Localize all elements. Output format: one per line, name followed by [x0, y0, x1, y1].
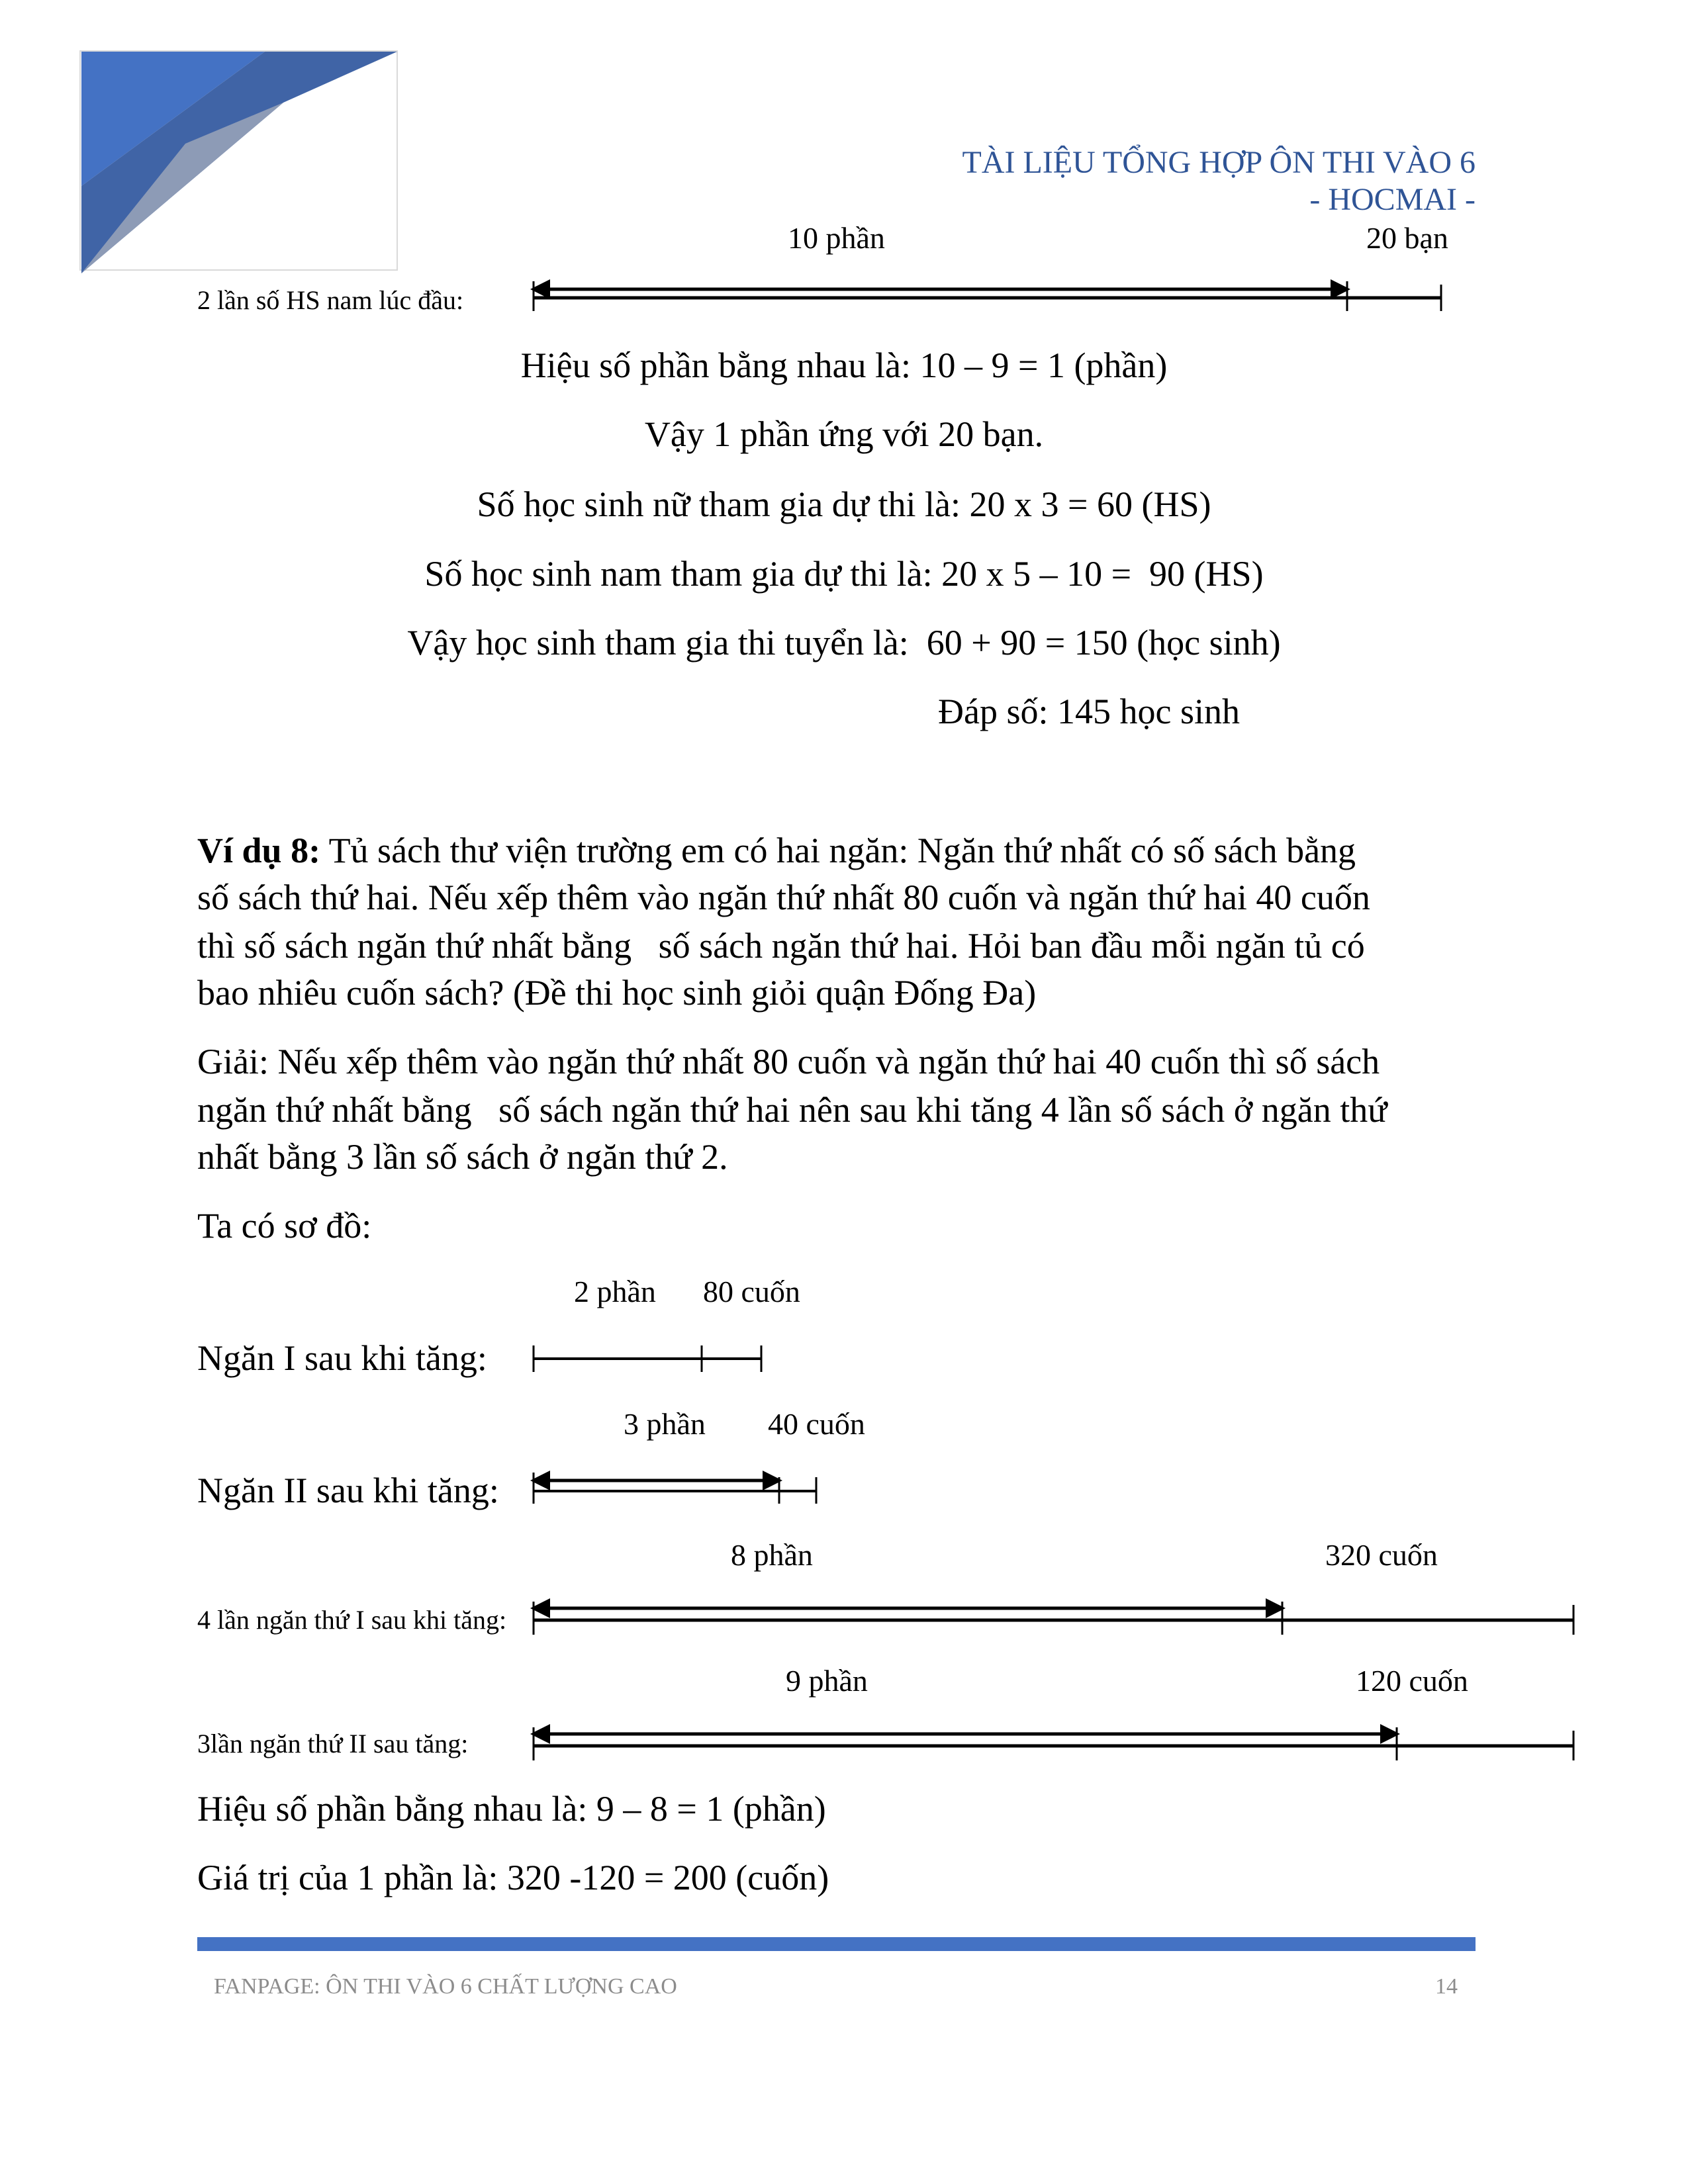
- diagram-part-label: 3 phần: [624, 1407, 706, 1441]
- diagram-row-label: 3lần ngăn thứ II sau tăng:: [197, 1729, 469, 1758]
- diagram-row-label: Ngăn II sau khi tăng:: [197, 1471, 499, 1510]
- solution-line: Số học sinh nam tham gia dự thi là: 20 x 5 – 10 = 90 (HS): [424, 554, 1264, 594]
- solution-line: Vậy học sinh tham gia thi tuyển là: 60 + 90 = 150 (học sinh): [407, 623, 1281, 662]
- diagram-extra-label: 320 cuốn: [1325, 1538, 1438, 1572]
- example-line: bao nhiêu cuốn sách? (Đề thi học sinh giỏi quận Đống Đa): [197, 973, 1037, 1013]
- diagram-intro: Ta có sơ đồ:: [197, 1206, 372, 1246]
- segment-diagram-ngan-1: [534, 1345, 761, 1372]
- solution-line: Số học sinh nữ tham gia dự thi là: 20 x 3 = 60 (HS): [477, 484, 1211, 524]
- answer: Đáp số: 145 học sinh: [938, 692, 1240, 731]
- logo: [80, 51, 397, 273]
- diagram-part-label: 9 phần: [786, 1664, 868, 1698]
- diagram-row-label: 2 lần số HS nam lúc đầu:: [197, 285, 464, 315]
- solution-line: Vậy 1 phần ứng với 20 bạn.: [644, 414, 1044, 454]
- diagram-extra-label: 40 cuốn: [768, 1407, 865, 1441]
- solution-line: Hiệu số phần bằng nhau là: 10 – 9 = 1 (phần): [520, 345, 1168, 385]
- solution-text: nhất bằng 3 lần số sách ở ngăn thứ 2.: [197, 1137, 728, 1177]
- example-title: Ví dụ 8:: [197, 831, 321, 870]
- example-line: thì số sách ngăn thứ nhất bằng số sách ngăn thứ hai. Hỏi ban đầu mỗi ngăn tủ có: [197, 926, 1365, 966]
- conclusion-line: Hiệu số phần bằng nhau là: 9 – 8 = 1 (phần): [197, 1789, 826, 1829]
- diagram-part-label: 8 phần: [731, 1538, 813, 1572]
- conclusion-line: Giá trị của 1 phần là: 320 -120 = 200 (cuốn): [197, 1858, 829, 1897]
- diagram-extra-label: 80 cuốn: [703, 1275, 800, 1308]
- solution-text: Giải: Nếu xếp thêm vào ngăn thứ nhất 80 cuốn và ngăn thứ hai 40 cuốn thì số sách: [197, 1042, 1380, 1081]
- header-title: TÀI LIỆU TỔNG HỢP ÔN THI VÀO 6: [962, 145, 1476, 180]
- diagram-extra-label: 20 bạn: [1366, 221, 1448, 255]
- segment-diagram-4x-ngan-1: [534, 1602, 1573, 1635]
- diagram-part-label: 2 phần: [574, 1275, 656, 1308]
- diagram-extra-label: 120 cuốn: [1356, 1664, 1468, 1698]
- footer-text: FANPAGE: ÔN THI VÀO 6 CHẤT LƯỢNG CAO: [214, 1974, 677, 1999]
- footer-bar: [197, 1937, 1476, 1951]
- page-number: 14: [1435, 1974, 1458, 1999]
- diagram-row-label: Ngăn I sau khi tăng:: [197, 1338, 487, 1378]
- diagram-part-label: 10 phần: [788, 221, 885, 255]
- example-line: số sách thứ hai. Nếu xếp thêm vào ngăn thứ nhất 80 cuốn và ngăn thứ hai 40 cuốn: [197, 878, 1370, 917]
- segment-diagram-hs-nam: [534, 281, 1441, 311]
- header-subtitle: - HOCMAI -: [1309, 182, 1476, 217]
- segment-diagram-ngan-2: [534, 1473, 816, 1504]
- diagram-row-label: 4 lần ngăn thứ I sau khi tăng:: [197, 1605, 507, 1635]
- segment-diagram-3x-ngan-2: [534, 1727, 1573, 1760]
- solution-text: ngăn thứ nhất bằng số sách ngăn thứ hai nên sau khi tăng 4 lần số sách ở ngăn thứ: [197, 1090, 1387, 1130]
- example-line: Ví dụ 8: Tủ sách thư viện trường em có hai ngăn: Ngăn thứ nhất có số sách bằng: [197, 831, 1356, 870]
